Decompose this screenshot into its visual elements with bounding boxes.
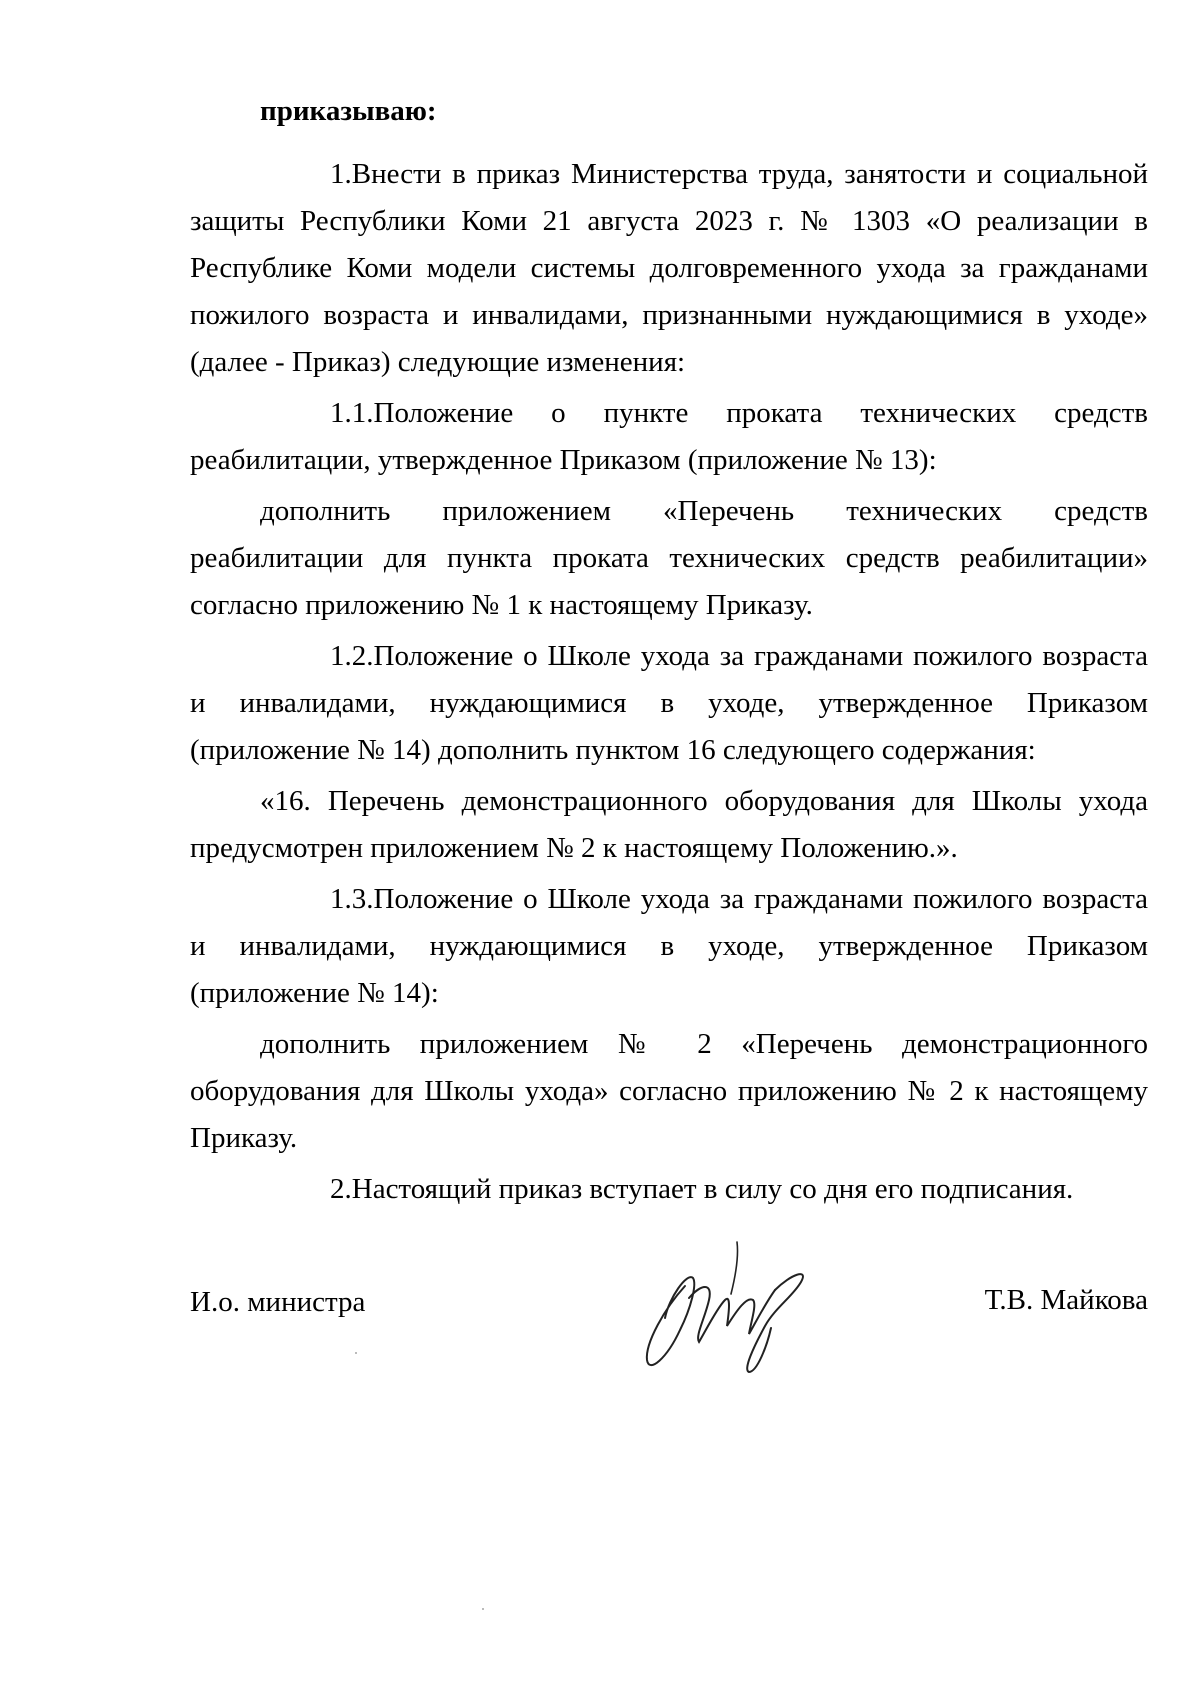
item-number: 2. <box>330 1173 352 1205</box>
scan-speck <box>482 1608 484 1610</box>
item-number: 1.3. <box>330 883 374 915</box>
paragraph-item-1-3-addition <box>190 1021 1148 1162</box>
item-number: 1. <box>330 158 352 190</box>
item-text: Внести в приказ Министерства труда, занятости и социальной защиты Республики Коми 21 августа 2023 г. № 1303 «О реализации в Республике Коми модели системы долговременного ухода за гражданами пожилого возраста и инвалидами, признанными нуждающимися в уходе» (далее - Приказ) следующие изменения: <box>190 158 1148 378</box>
item-number: 1.2. <box>330 640 374 672</box>
paragraph-item-1-1 <box>190 390 1148 484</box>
paragraph-item-1 <box>190 151 1148 386</box>
signature-block <box>190 1238 1148 1378</box>
item-text: дополнить приложением «Перечень технических средств реабилитации для пункта проката технических средств реабилитации» согласно приложению № 1 к настоящему Приказу. <box>190 495 1148 621</box>
item-text: Настоящий приказ вступает в силу со дня его подписания. <box>351 1173 1074 1205</box>
handwritten-signature <box>625 1238 815 1378</box>
scan-speck <box>355 1352 357 1354</box>
order-heading: приказываю: <box>260 95 437 127</box>
signatory-role: И.о. министра <box>190 1286 366 1318</box>
signatory-name: Т.В. Майкова <box>984 1284 1148 1316</box>
item-text: Положение о пункте проката технических средств реабилитации, утвержденное Приказом (приложение № 13): <box>190 397 1148 476</box>
paragraph-item-2 <box>190 1166 1148 1213</box>
item-number: 1.1. <box>330 397 374 429</box>
item-text: Положение о Школе ухода за гражданами пожилого возраста и инвалидами, нуждающимися в уходе, утвержденное Приказом (приложение № 14) дополнить пунктом 16 следующего содержания: <box>190 640 1148 766</box>
document-body <box>190 88 1148 1217</box>
paragraph-item-1-2-quote <box>190 778 1148 872</box>
item-text: дополнить приложением № 2 «Перечень демонстрационного оборудования для Школы ухода» согласно приложению № 2 к настоящему Приказу. <box>190 1028 1148 1154</box>
item-text: «16. Перечень демонстрационного оборудования для Школы ухода предусмотрен приложением № 2 к настоящему Положению.». <box>190 785 1148 864</box>
paragraph-item-1-1-addition <box>190 488 1148 629</box>
paragraph-item-1-2 <box>190 633 1148 774</box>
item-text: Положение о Школе ухода за гражданами пожилого возраста и инвалидами, нуждающимися в уходе, утвержденное Приказом (приложение № 14): <box>190 883 1148 1009</box>
paragraph-item-1-3 <box>190 876 1148 1017</box>
